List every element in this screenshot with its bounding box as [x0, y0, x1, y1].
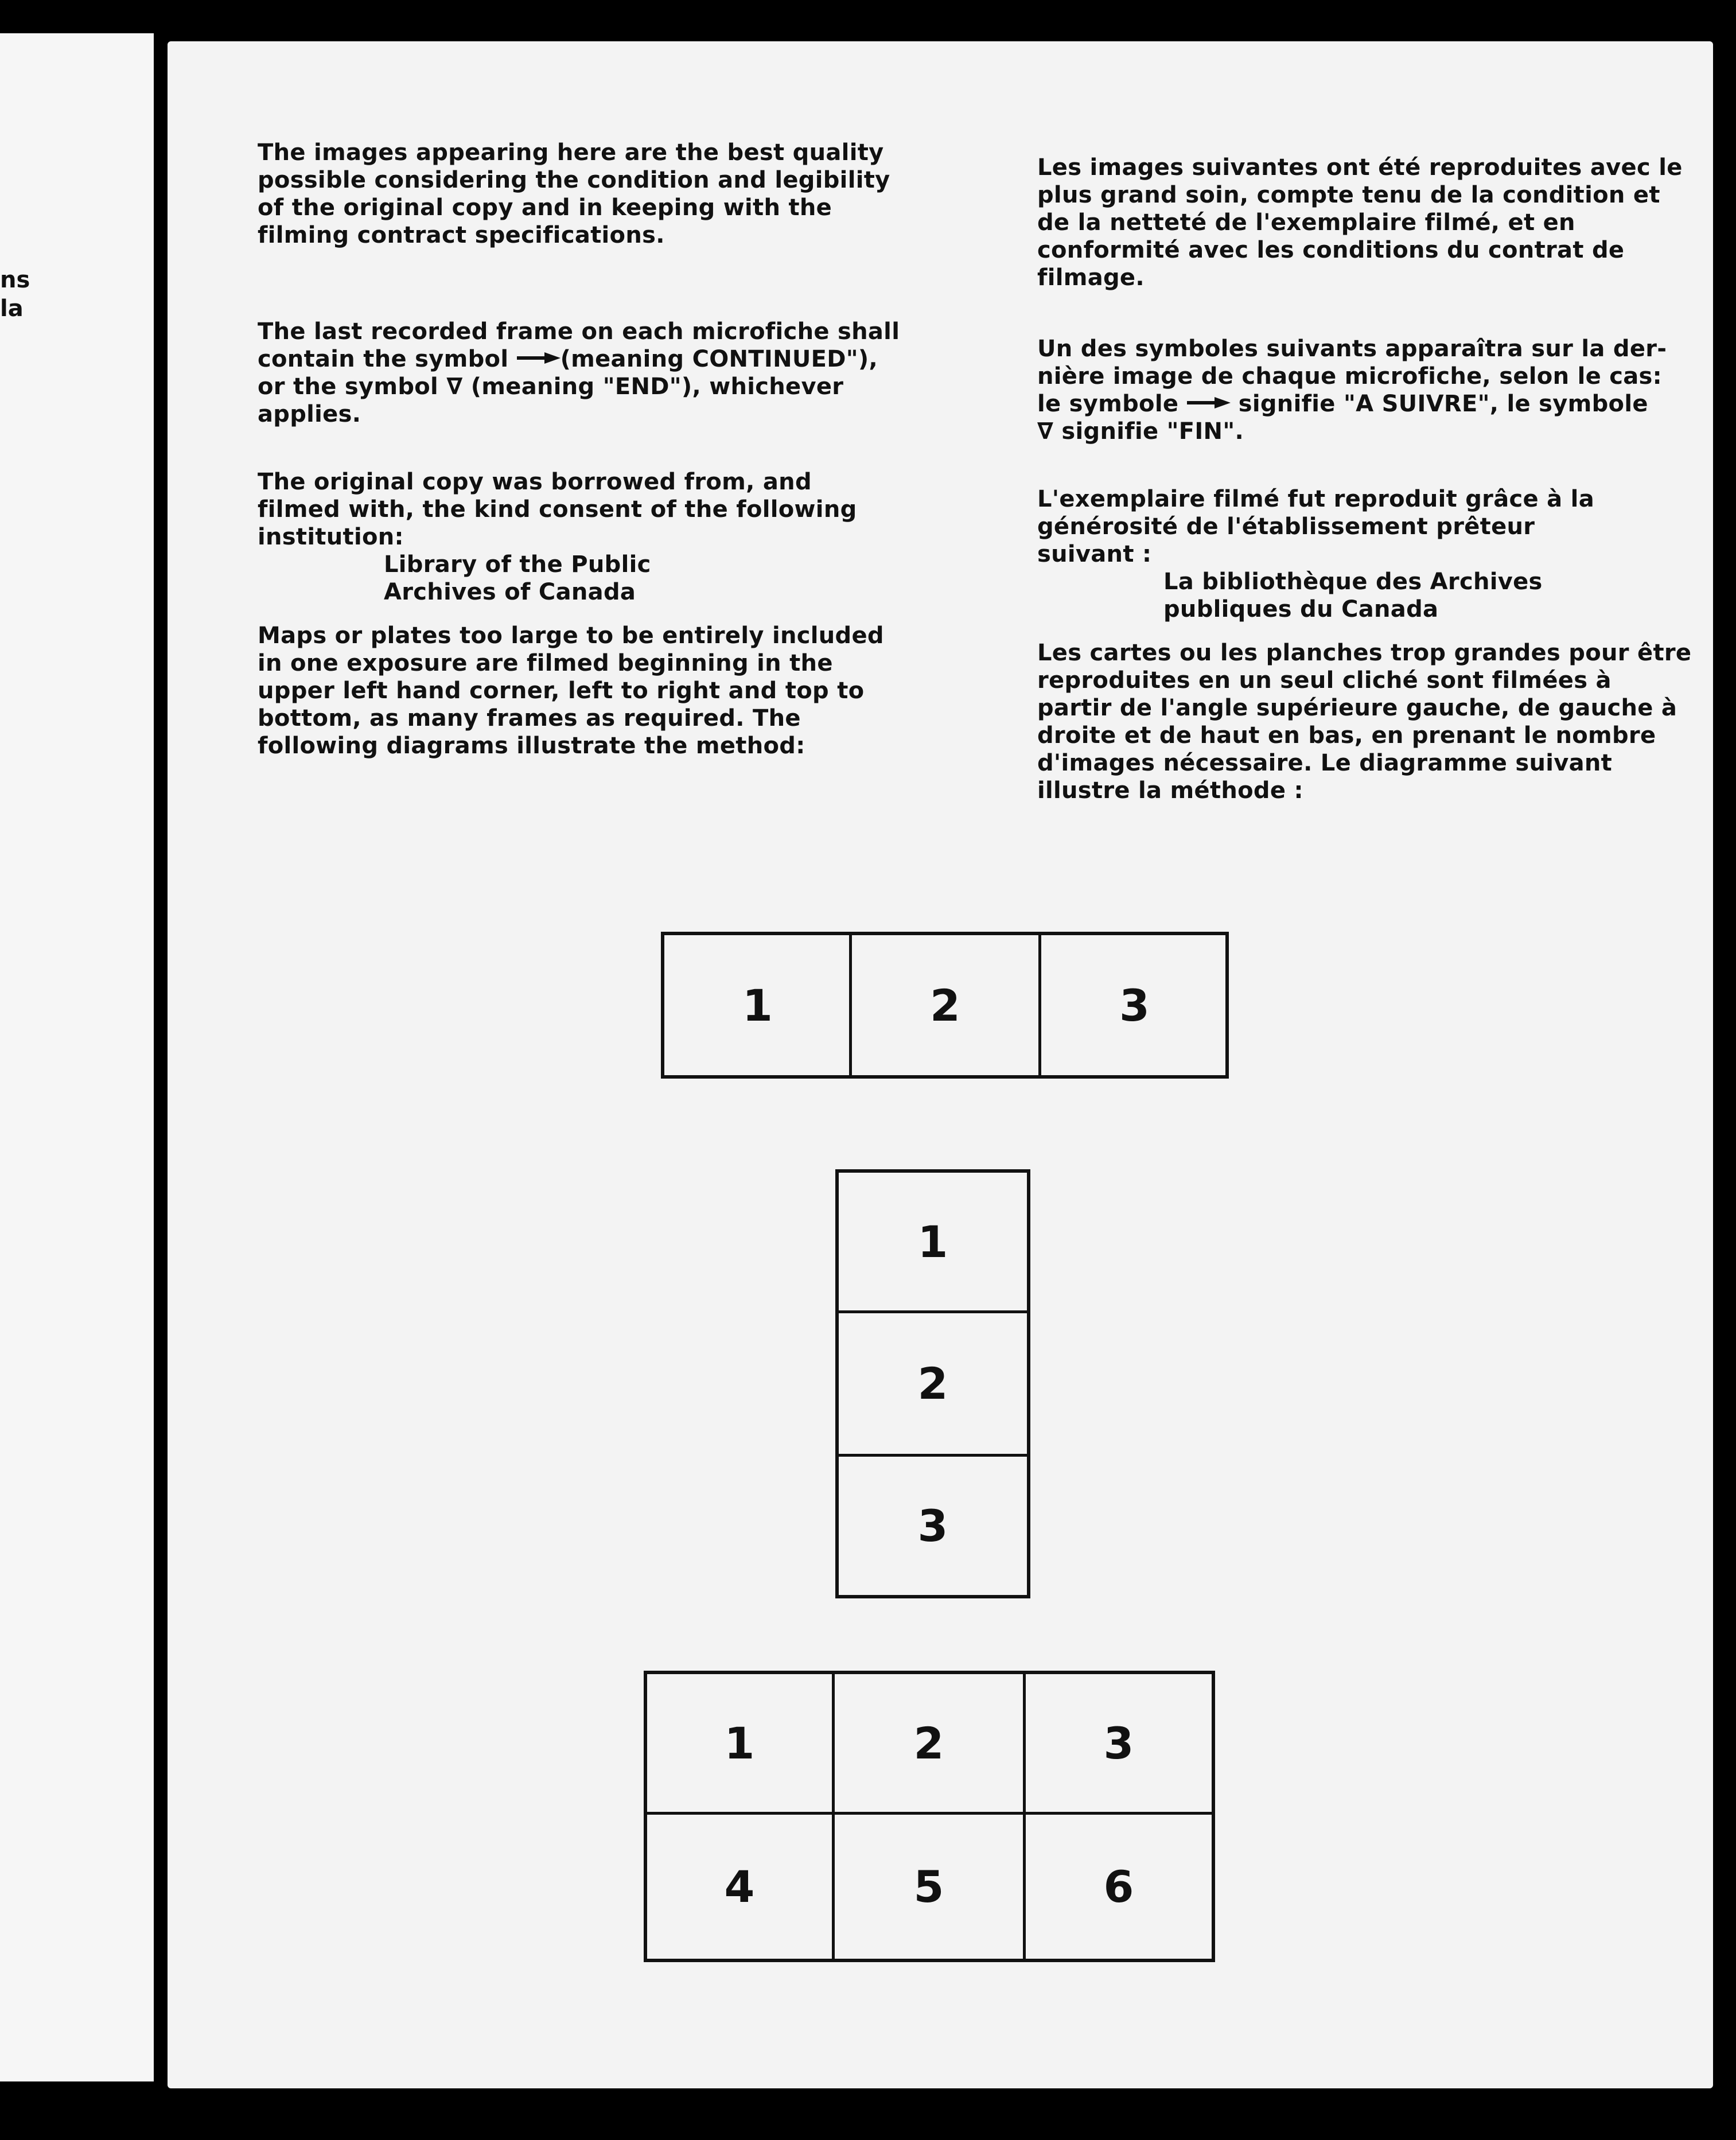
adjacent-page-strip [0, 33, 154, 2081]
english-paragraph-quality [258, 139, 900, 249]
frame-5: 5 [913, 1861, 944, 1912]
text-fragment: or the symbol [258, 373, 447, 400]
institution-name: Archives of Canada [384, 579, 636, 605]
text-line [258, 373, 900, 400]
text-line: Maps or plates too large to be entirely included [258, 622, 884, 649]
institution-name: Library of the Public [384, 551, 651, 578]
text-line: in one exposure are filmed beginning in the [258, 650, 833, 676]
frame-6: 6 [1103, 1861, 1134, 1912]
fin-triangle-icon: ∇ [1037, 418, 1054, 445]
suivre-arrow-icon [1187, 397, 1231, 408]
text-line: Les cartes ou les planches trop grandes pour être [1037, 640, 1692, 666]
frame-2: 2 [930, 979, 960, 1031]
text-line [1037, 390, 1691, 418]
text-fragment: le symbole [1037, 391, 1187, 417]
text-line: nière image de chaque microfiche, selon le cas: [1037, 363, 1662, 390]
english-paragraph-method [258, 622, 900, 760]
french-column [1037, 154, 1691, 804]
text-line: filmed with, the kind consent of the following [258, 496, 857, 523]
fragment-line-2: la [0, 295, 24, 322]
continued-arrow-icon [517, 352, 560, 364]
english-column [258, 139, 900, 760]
institution-name: publiques du Canada [1163, 596, 1439, 622]
text-line: institution: [258, 524, 404, 550]
grid-frames-diagram [644, 1671, 1215, 1962]
text-line: suivant : [1037, 541, 1152, 567]
text-line: The last recorded frame on each microfiche shall [258, 318, 900, 345]
text-line [1037, 418, 1691, 445]
french-paragraph-quality [1037, 154, 1691, 291]
text-line: applies. [258, 401, 361, 427]
text-fragment: signifie "FIN". [1053, 418, 1244, 445]
text-line: of the original copy and in keeping with the [258, 194, 832, 221]
french-paragraph-institution [1037, 485, 1691, 623]
text-line: bottom, as many frames as required. The [258, 705, 801, 732]
text-line: L'exemplaire filmé fut reproduit grâce à la [1037, 486, 1594, 512]
text-line: partir de l'angle supérieure gauche, de gauche à [1037, 695, 1677, 721]
frame-3: 3 [1103, 1717, 1134, 1769]
text-line: conformité avec les conditions du contrat de [1037, 237, 1625, 263]
end-triangle-icon: ∇ [446, 373, 463, 400]
text-line: reproduites en un seul cliché sont filmées à [1037, 667, 1612, 694]
text-fragment: (meaning "END"), whichever [462, 373, 844, 400]
text-fragment: (meaning CONTINUED"), [560, 346, 878, 372]
horizontal-frames-diagram [661, 932, 1229, 1079]
english-paragraph-symbols [258, 318, 900, 428]
text-line: filming contract specifications. [258, 222, 665, 248]
frame-3: 3 [917, 1500, 948, 1551]
text-line [258, 345, 900, 373]
frame-2: 2 [913, 1717, 944, 1769]
adjacent-page-text [0, 266, 30, 323]
text-line: Un des symboles suivants apparaîtra sur la der- [1037, 336, 1667, 362]
french-paragraph-symbols [1037, 335, 1691, 445]
english-paragraph-institution [258, 468, 900, 606]
vertical-frames-diagram [835, 1169, 1030, 1598]
text-line: de la netteté de l'exemplaire filmé, et en [1037, 209, 1575, 236]
text-line: d'images nécessaire. Le diagramme suivant [1037, 750, 1613, 776]
text-line: The images appearing here are the best quality [258, 139, 884, 166]
text-fragment: contain the symbol [258, 346, 517, 372]
frame-4: 4 [724, 1861, 755, 1912]
text-fragment: signifie "A SUIVRE", le symbole [1230, 391, 1648, 417]
text-line: droite et de haut en bas, en prenant le nombre [1037, 722, 1656, 749]
text-line: générosité de l'établissement prêteur [1037, 513, 1535, 540]
text-line: plus grand soin, compte tenu de la condition et [1037, 182, 1660, 208]
frame-2: 2 [917, 1358, 948, 1409]
fragment-line-1: ns [0, 267, 30, 293]
text-line: filmage. [1037, 264, 1145, 291]
frame-1: 1 [742, 979, 773, 1031]
text-line: illustre la méthode : [1037, 777, 1303, 804]
institution-name: La bibliothèque des Archives [1163, 569, 1543, 595]
text-line: upper left hand corner, left to right and top to [258, 678, 865, 704]
text-line: following diagrams illustrate the method: [258, 733, 805, 759]
text-line: The original copy was borrowed from, and [258, 469, 812, 495]
frame-3: 3 [1119, 979, 1150, 1031]
microfiche-target-sheet [168, 41, 1713, 2088]
text-line: Les images suivantes ont été reproduites avec le [1037, 154, 1683, 181]
french-paragraph-method [1037, 639, 1691, 804]
text-line: possible considering the condition and legibility [258, 167, 890, 193]
frame-1: 1 [917, 1216, 948, 1267]
frame-1: 1 [724, 1717, 755, 1769]
